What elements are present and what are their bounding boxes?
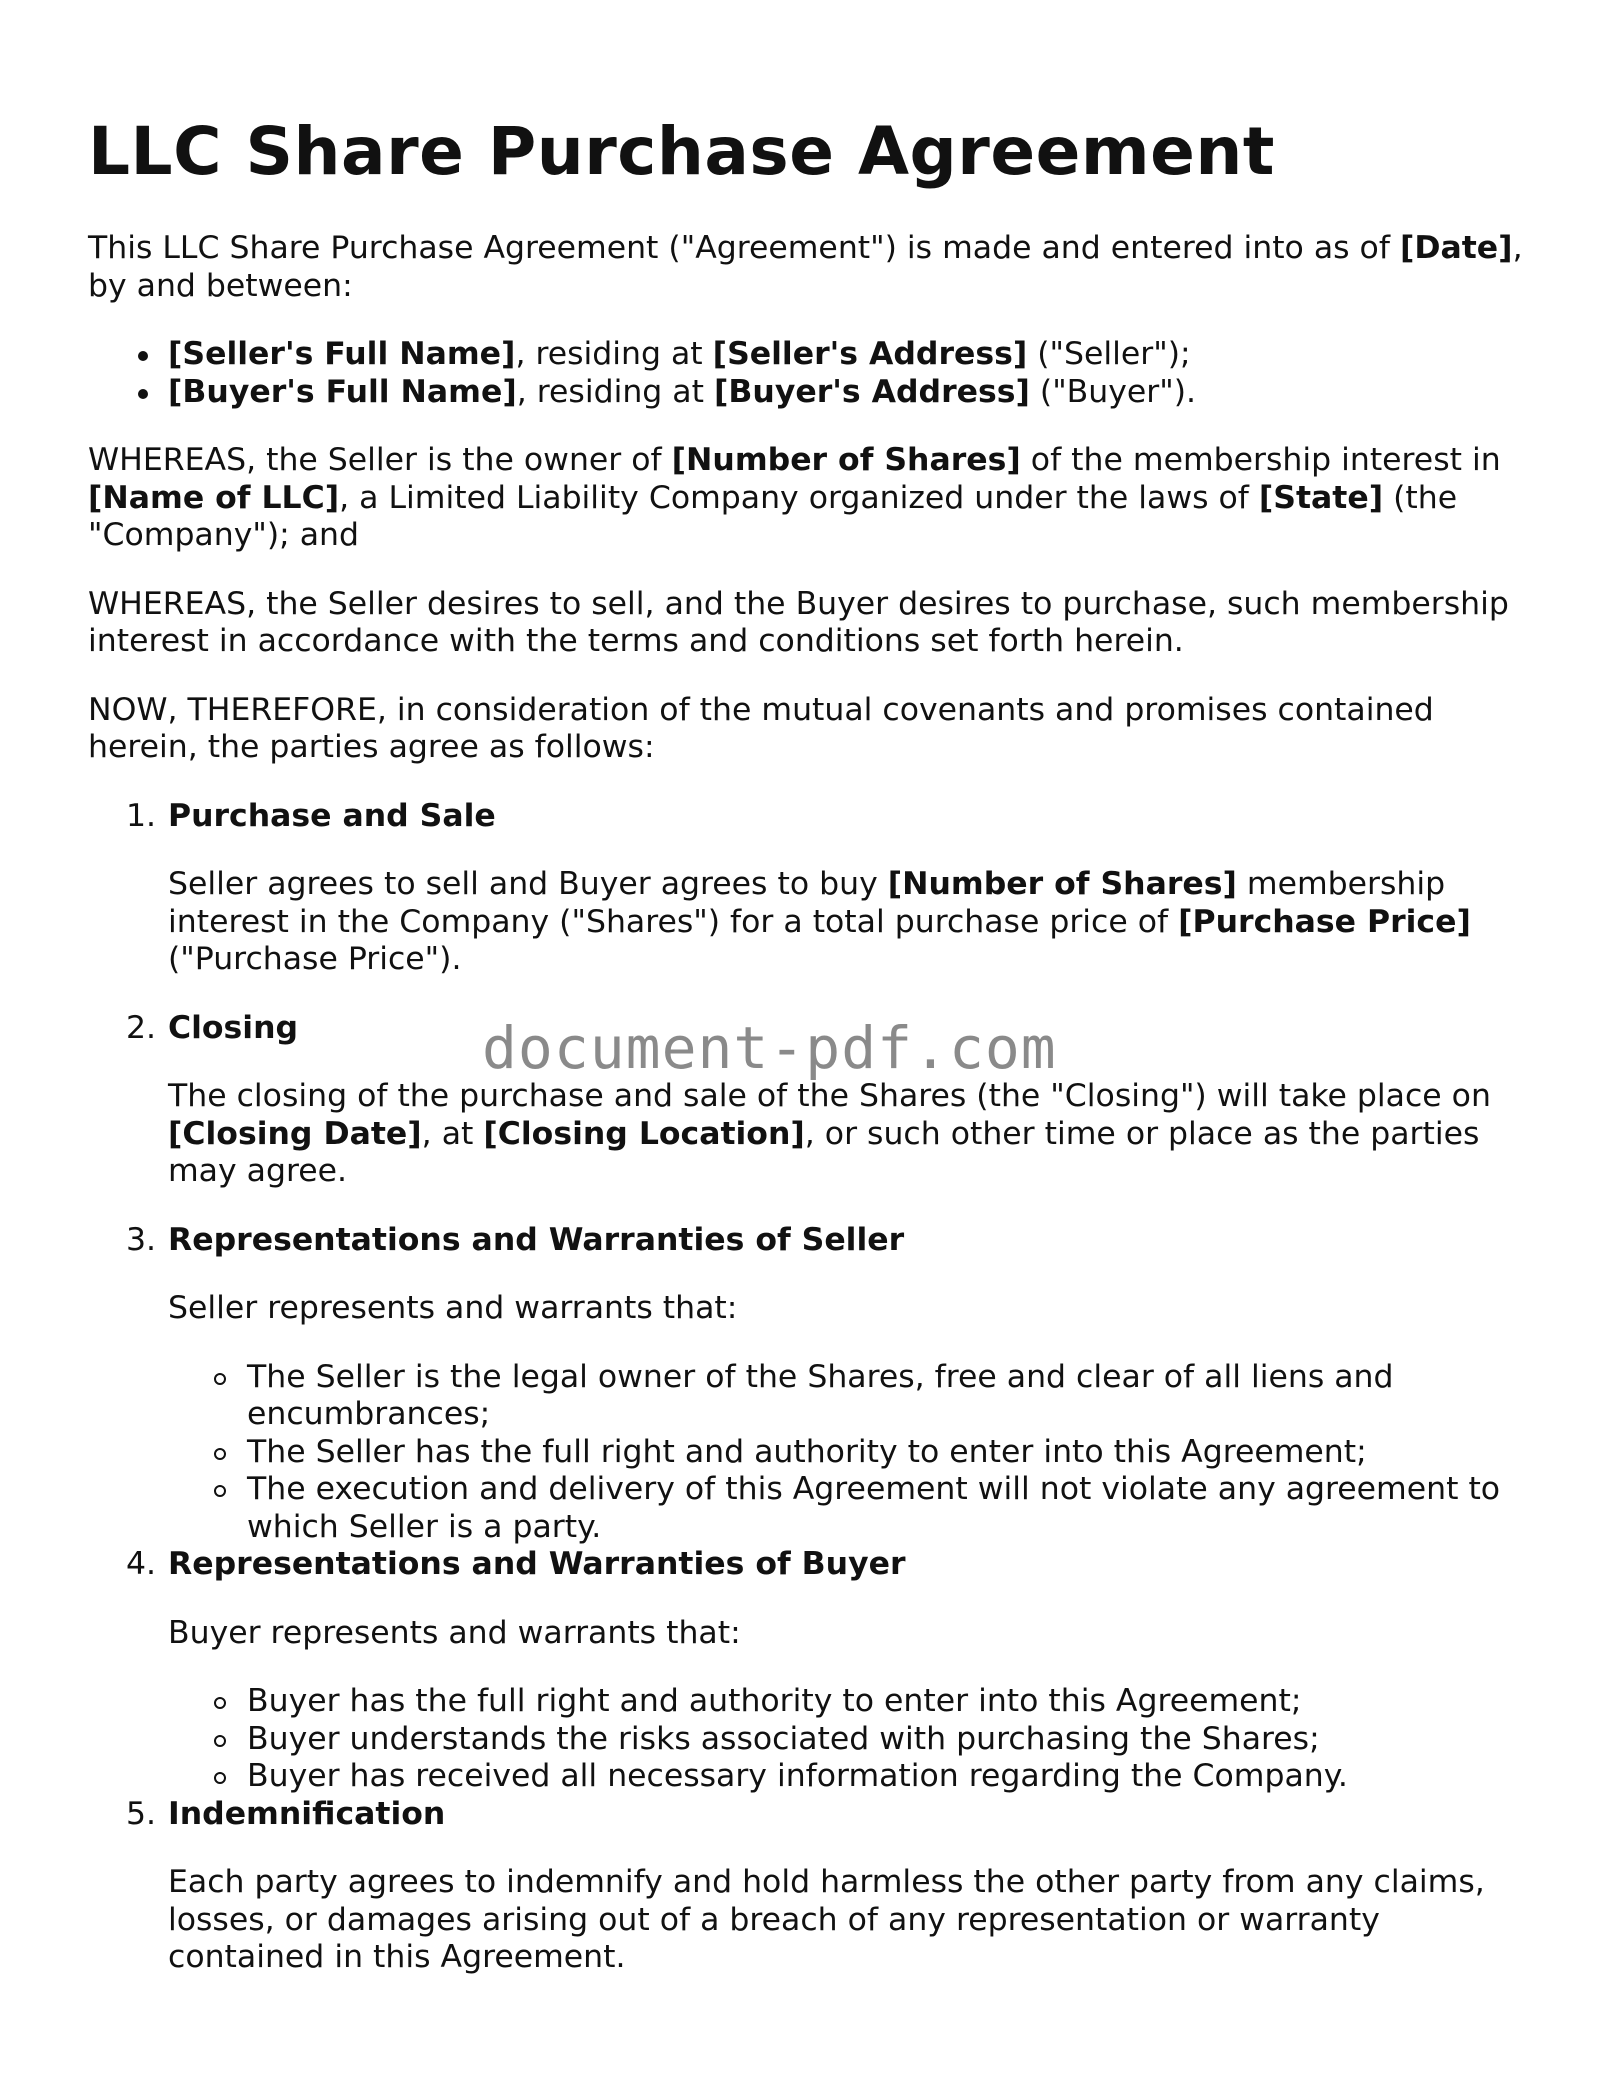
section-number: 3.: [126, 1221, 157, 1258]
intro-text-end: , by and between:: [88, 230, 1523, 304]
buyer-warranties-list: [168, 1683, 1528, 1796]
section-lead: Buyer represents and warrants that:: [168, 1614, 741, 1651]
section-body: [168, 866, 1528, 979]
section-number: 5.: [126, 1795, 157, 1832]
party-role: ("Seller");: [1027, 336, 1191, 372]
section-title: Indemnification: [168, 1795, 446, 1832]
parties-list: [88, 336, 1528, 411]
section-seller-warranties: [126, 1221, 1528, 1547]
shares-placeholder: [Number of Shares]: [671, 442, 1021, 478]
sections-list: [88, 798, 1528, 1977]
section-text: Seller agrees to sell and Buyer agrees to buy: [168, 866, 888, 902]
whereas-text: , a Limited Liability Company organized under the laws of: [339, 479, 1259, 516]
llc-name-placeholder: [Name of LLC]: [88, 479, 340, 516]
date-placeholder: [Date]: [1399, 230, 1513, 266]
section-text: ("Purchase Price").: [168, 941, 462, 977]
document-page: [88, 0, 1528, 1977]
therefore-paragraph: NOW, THEREFORE, in consideration of the mutual covenants and promises contained herein, the parties agree as follows:: [88, 691, 1434, 765]
whereas-paragraph-1: [88, 442, 1528, 555]
whereas-paragraph-2: WHEREAS, the Seller desires to sell, and the Buyer desires to purchase, such membership interest in accordance with the terms and conditions set forth herein.: [88, 585, 1509, 659]
whereas-text: (the "Company"); and: [88, 479, 1458, 553]
list-item: The Seller is the legal owner of the Shares, free and clear of all liens and encumbrances;: [247, 1359, 1528, 1434]
section-purchase-and-sale: [126, 797, 1528, 979]
purchase-price-placeholder: [Purchase Price]: [1178, 903, 1471, 940]
list-item: Buyer has received all necessary information regarding the Company.: [247, 1758, 1528, 1796]
section-number: 4.: [126, 1546, 157, 1582]
seller-name-placeholder: [Seller's Full Name]: [168, 336, 516, 372]
section-body: [168, 1078, 1528, 1191]
section-buyer-warranties: [126, 1546, 1528, 1796]
section-lead: Seller represents and warrants that:: [168, 1290, 738, 1326]
document-title: LLC Share Purchase Agreement: [88, 113, 1275, 190]
list-item: Buyer has the full right and authority to enter into this Agreement;: [247, 1683, 1528, 1721]
section-number: 2.: [126, 1009, 157, 1046]
party-seller: [168, 336, 1528, 374]
section-text: membership interest in the Company ("Shares") for a total purchase price of: [168, 866, 1446, 940]
section-title: Purchase and Sale: [168, 797, 496, 834]
party-buyer: [168, 374, 1528, 412]
watermark: document-pdf.com: [482, 1014, 1057, 1082]
section-body: Each party agrees to indemnify and hold harmless the other party from any claims, losses, or damages arising out of a breach of any representation or warranty contained in this Agreement.: [168, 1864, 1485, 1975]
state-placeholder: [State]: [1258, 479, 1384, 516]
buyer-address-placeholder: [Buyer's Address]: [713, 373, 1030, 410]
section-text: , at: [421, 1115, 484, 1152]
party-role: ("Buyer").: [1029, 373, 1197, 410]
intro-paragraph: [88, 230, 1528, 305]
list-item: The execution and delivery of this Agreement will not violate any agreement to which Seller is a party.: [247, 1471, 1528, 1546]
whereas-text: WHEREAS, the Seller is the owner of: [88, 442, 672, 478]
closing-date-placeholder: [Closing Date]: [168, 1115, 422, 1152]
section-title: Closing: [168, 1009, 299, 1046]
list-item: The Seller has the full right and authority to enter into this Agreement;: [247, 1434, 1528, 1472]
section-title: Representations and Warranties of Seller: [168, 1221, 905, 1258]
whereas-text: of the membership interest in: [1020, 442, 1501, 478]
shares-placeholder: [Number of Shares]: [887, 866, 1237, 902]
list-item: Buyer understands the risks associated with purchasing the Shares;: [247, 1721, 1528, 1759]
intro-text: This LLC Share Purchase Agreement ("Agreement") is made and entered into as of: [88, 230, 1400, 266]
closing-location-placeholder: [Closing Location]: [483, 1115, 805, 1152]
buyer-name-placeholder: [Buyer's Full Name]: [168, 373, 517, 410]
section-title: Representations and Warranties of Buyer: [168, 1546, 906, 1582]
seller-address-placeholder: [Seller's Address]: [712, 336, 1028, 372]
section-text: The closing of the purchase and sale of the Shares (the "Closing") will take place on: [168, 1078, 1491, 1114]
section-number: 1.: [126, 797, 157, 834]
party-text: , residing at: [516, 373, 714, 410]
seller-warranties-list: [168, 1359, 1528, 1547]
section-text: , or such other time or place as the parties may agree.: [168, 1115, 1480, 1189]
section-indemnification: [126, 1795, 1528, 1977]
party-text: , residing at: [515, 336, 713, 372]
